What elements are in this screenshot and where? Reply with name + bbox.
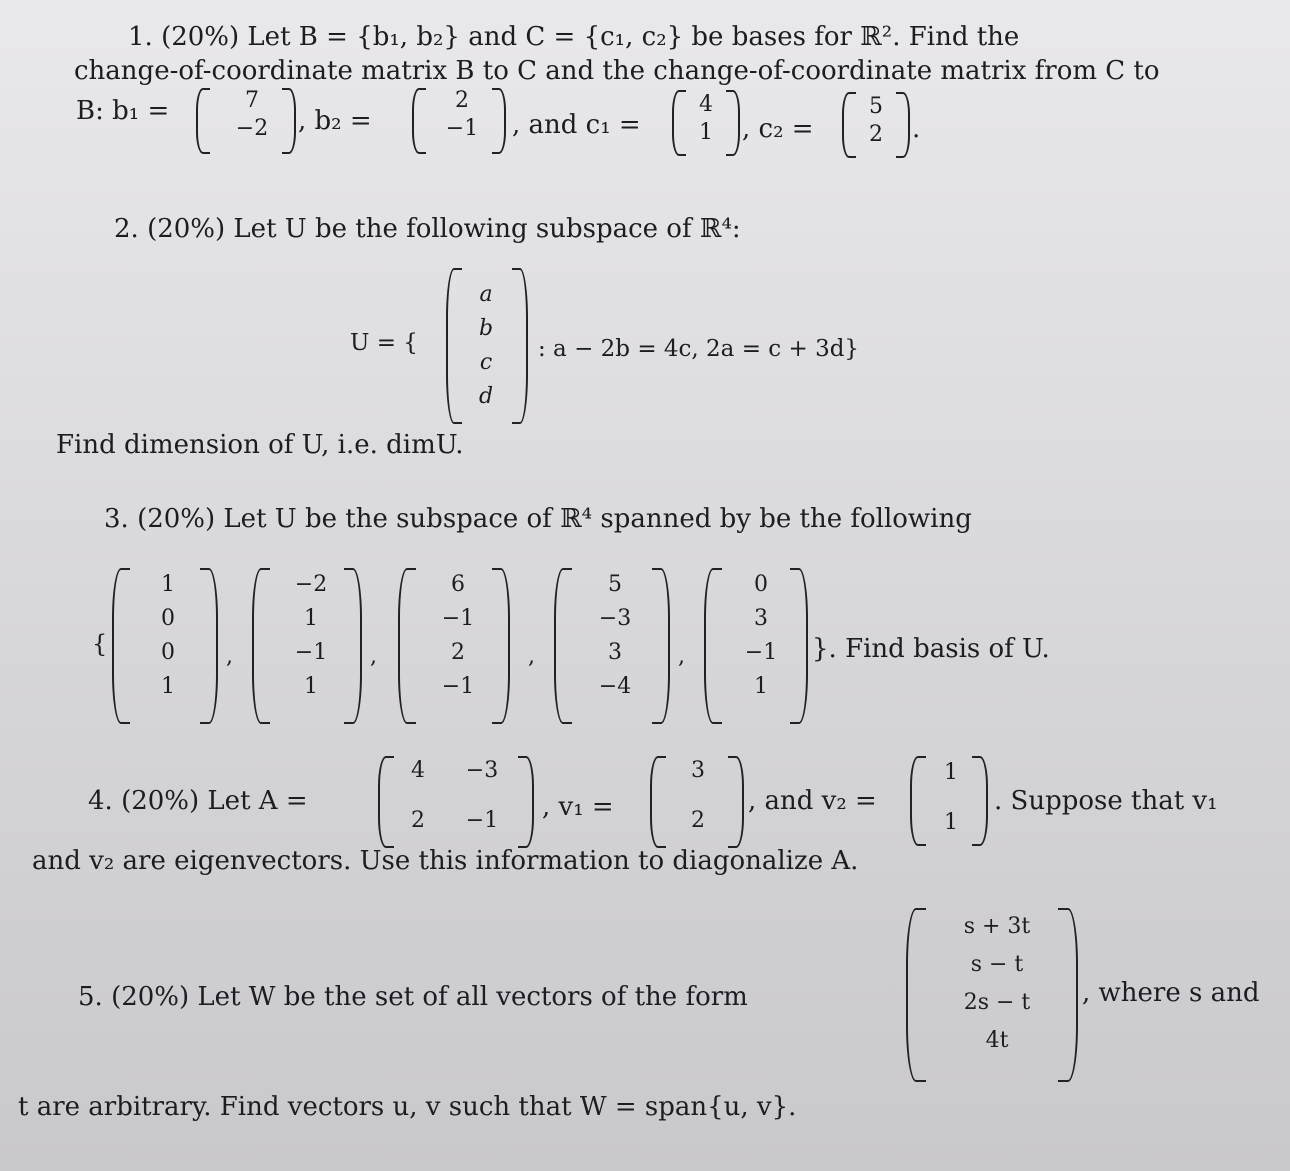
q3-vector bbox=[578, 574, 652, 698]
q3-comma: , bbox=[528, 644, 535, 669]
q2-vec-entry: d bbox=[478, 384, 494, 409]
q2-vec-left-paren bbox=[446, 268, 462, 424]
q4-line2: and v₂ are eigenvectors. Use this information to diagonalize A. bbox=[32, 846, 859, 876]
q3-vec-entry: −1 bbox=[441, 674, 475, 699]
q1-line2: change-of-coordinate matrix B to C and the change-of-coordinate matrix from C to bbox=[74, 56, 1160, 86]
q1-b2-entry: −1 bbox=[445, 116, 479, 141]
q4-v1-label: , v₁ = bbox=[542, 792, 614, 822]
q3-v3-right-paren bbox=[492, 568, 510, 724]
q2-condition: : a − 2b = 4c, 2a = c + 3d} bbox=[538, 336, 860, 362]
q2-vec-entry: c bbox=[479, 350, 493, 375]
q1-c2-entry: 2 bbox=[869, 122, 883, 147]
q1-b1-left-paren bbox=[196, 88, 210, 154]
q4-v1-right-paren bbox=[728, 756, 744, 848]
q3-v3-left-paren bbox=[398, 568, 416, 724]
q4-v2-entry: 1 bbox=[944, 810, 958, 835]
q3-vec-entry: 0 bbox=[161, 606, 175, 631]
q3-vector bbox=[422, 574, 494, 698]
q4-matrix-entry: 2 bbox=[411, 808, 425, 833]
q3-v2-right-paren bbox=[344, 568, 362, 724]
q3-vector bbox=[140, 574, 196, 698]
q1-c2-right-paren bbox=[896, 92, 910, 158]
q1-line1: 1. (20%) Let B = {b₁, b₂} and C = {c₁, c₂} be bases for ℝ². Find the bbox=[128, 22, 1020, 52]
q3-close: }. Find basis of U. bbox=[812, 634, 1050, 664]
q1-b1-vector bbox=[224, 90, 280, 140]
q1-b2-left-paren bbox=[412, 88, 426, 154]
q1-b-label: B: b₁ = bbox=[76, 96, 170, 126]
q4-v1-entry: 3 bbox=[691, 758, 705, 783]
q4-v2-vector bbox=[930, 762, 972, 834]
q4-v2-entry: 1 bbox=[944, 760, 958, 785]
q3-vec-entry: 1 bbox=[754, 674, 768, 699]
q1-c1-label: , and c₁ = bbox=[512, 110, 641, 140]
q3-vec-entry: 2 bbox=[451, 640, 465, 665]
q1-b2-entry: 2 bbox=[455, 88, 469, 113]
q4-v2-label: , and v₂ = bbox=[748, 786, 877, 816]
q5-line2: t are arbitrary. Find vectors u, v such that W = span{u, v}. bbox=[18, 1092, 797, 1122]
q3-v5-left-paren bbox=[704, 568, 722, 724]
q1-c1-vector bbox=[686, 94, 726, 144]
q1-c2-entry: 5 bbox=[869, 94, 883, 119]
q4-tail: . Suppose that v₁ bbox=[994, 786, 1218, 816]
q4-matrix bbox=[400, 760, 506, 832]
q4-label: 4. (20%) Let A = bbox=[88, 786, 308, 816]
q1-c1-left-paren bbox=[672, 90, 686, 156]
q5-vec-entry: s − t bbox=[970, 952, 1024, 977]
q2-set-label: U = { bbox=[350, 330, 418, 356]
q5-vector bbox=[934, 916, 1060, 1052]
q5-vec-left-paren bbox=[906, 908, 926, 1082]
q4-matrix-entry: 4 bbox=[411, 758, 425, 783]
q4-matrix-right-paren bbox=[518, 756, 534, 848]
q2-vec-entry: a bbox=[479, 282, 493, 307]
q3-vec-entry: −3 bbox=[598, 606, 632, 631]
q2-vec-entry: b bbox=[478, 316, 494, 341]
q5-vec-entry: 4t bbox=[985, 1028, 1009, 1053]
q3-vec-entry: 1 bbox=[161, 674, 175, 699]
q1-b1-right-paren bbox=[282, 88, 296, 154]
q2-line1: 2. (20%) Let U be the following subspace of ℝ⁴: bbox=[114, 214, 741, 244]
q3-vec-entry: −1 bbox=[294, 640, 328, 665]
q3-vec-entry: 5 bbox=[608, 572, 622, 597]
q3-vec-entry: 3 bbox=[608, 640, 622, 665]
q2-line2: Find dimension of U, i.e. dimU. bbox=[56, 430, 464, 460]
q5-vec-entry: s + 3t bbox=[963, 914, 1031, 939]
q5-tail: , where s and bbox=[1082, 978, 1260, 1008]
q1-end: . bbox=[912, 114, 921, 144]
q3-vector bbox=[276, 574, 346, 698]
q3-vec-entry: 1 bbox=[161, 572, 175, 597]
q3-open-brace: { bbox=[92, 630, 108, 658]
q3-comma: , bbox=[370, 644, 377, 669]
q1-c1-right-paren bbox=[726, 90, 740, 156]
q1-c2-vector bbox=[856, 96, 896, 146]
q1-c1-entry: 4 bbox=[699, 92, 713, 117]
q3-vec-entry: 3 bbox=[754, 606, 768, 631]
q3-v1-left-paren bbox=[112, 568, 130, 724]
q3-vec-entry: 0 bbox=[161, 640, 175, 665]
q2-vec-right-paren bbox=[512, 268, 528, 424]
q3-vec-entry: 0 bbox=[754, 572, 768, 597]
q3-comma: , bbox=[678, 644, 685, 669]
q4-matrix-left-paren bbox=[378, 756, 394, 848]
q4-v2-left-paren bbox=[910, 756, 926, 846]
q3-vec-entry: 1 bbox=[304, 606, 318, 631]
q4-v1-left-paren bbox=[650, 756, 666, 848]
q3-vec-entry: −1 bbox=[744, 640, 778, 665]
q3-vec-entry: 1 bbox=[304, 674, 318, 699]
q3-vec-entry: −1 bbox=[441, 606, 475, 631]
q3-v4-right-paren bbox=[652, 568, 670, 724]
q3-line1: 3. (20%) Let U be the subspace of ℝ⁴ spanned by be the following bbox=[104, 504, 972, 534]
q5-vec-entry: 2s − t bbox=[963, 990, 1031, 1015]
q2-vector bbox=[462, 284, 510, 408]
q1-c1-entry: 1 bbox=[699, 120, 713, 145]
q4-v2-right-paren bbox=[972, 756, 988, 846]
q4-v1-entry: 2 bbox=[691, 808, 705, 833]
q5-label: 5. (20%) Let W be the set of all vectors of the form bbox=[78, 982, 748, 1012]
q3-v2-left-paren bbox=[252, 568, 270, 724]
q1-c2-label: , c₂ = bbox=[742, 114, 814, 144]
q4-v1-vector bbox=[676, 760, 720, 832]
q1-b2-right-paren bbox=[492, 88, 506, 154]
q3-v1-right-paren bbox=[200, 568, 218, 724]
q1-c2-left-paren bbox=[842, 92, 856, 158]
q1-b2-label: , b₂ = bbox=[298, 106, 372, 136]
q3-comma: , bbox=[226, 644, 233, 669]
q3-vec-entry: −4 bbox=[598, 674, 632, 699]
q3-vec-entry: −2 bbox=[294, 572, 328, 597]
q1-b1-entry: −2 bbox=[235, 116, 269, 141]
q3-v5-right-paren bbox=[790, 568, 808, 724]
q3-vec-entry: 6 bbox=[451, 572, 465, 597]
q3-v4-left-paren bbox=[554, 568, 572, 724]
q4-matrix-row bbox=[400, 760, 506, 782]
q3-vector bbox=[726, 574, 796, 698]
q4-matrix-entry: −1 bbox=[465, 808, 499, 833]
q1-b2-vector bbox=[434, 90, 490, 140]
q4-matrix-entry: −3 bbox=[465, 758, 499, 783]
q4-matrix-row bbox=[400, 810, 506, 832]
q5-vec-right-paren bbox=[1058, 908, 1078, 1082]
q1-b1-entry: 7 bbox=[245, 88, 259, 113]
